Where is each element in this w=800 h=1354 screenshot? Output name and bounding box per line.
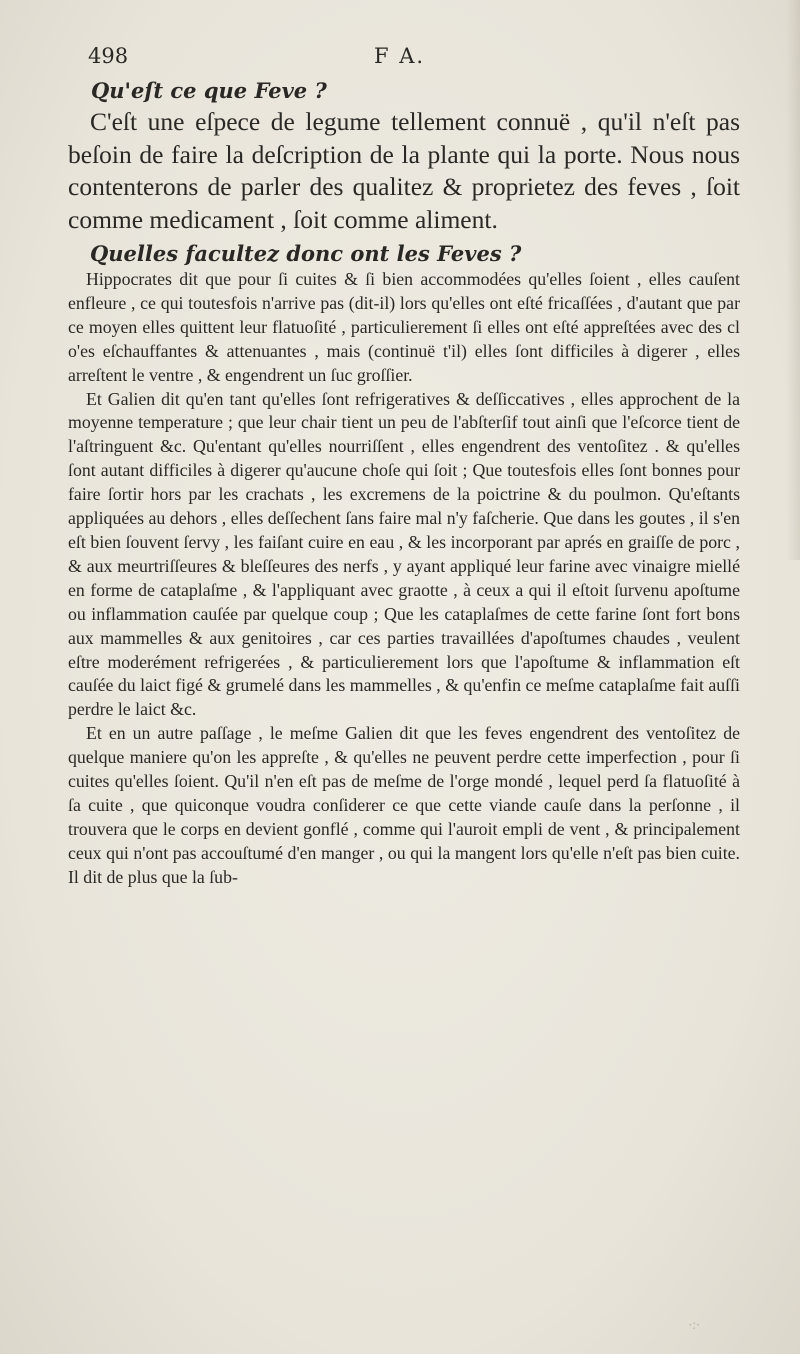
paragraph-galien-autre-passage: Et en un autre paſſage , le meſme Galien dit que les feves engendrent des ventoſitez de quelque maniere qu'on les appreſte , & qu'elles ne peuvent perdre cette imperfection , pour ſi cuites qu'elles ſoient. Qu'il n'en eſt pas de meſme de l'orge mondé , lequel perd ſa flatuoſité à ſa cuite , que quiconque voudra conſiderer ce que cette viande cauſe dans la perſonne , il trouvera que le corps en devient gonflé , comme qui l'auroit empli de vent , & principalement ceux qui n'ont pas accouſtumé d'en manger , ou qui la mangent lors qu'elle n'eſt pas bien cuite. Il dit de plus que la ſub-: [68, 723, 740, 887]
section-question-feve: Qu'eſt ce que Feve ?: [91, 78, 327, 103]
page-edge-stain: [786, 0, 800, 560]
page-number: 498: [88, 44, 129, 68]
page-header: [88, 44, 728, 74]
section-question-facultez: Quelles facultez donc ont les Feves ?: [90, 241, 522, 266]
paragraph-hippocrates: Hippocrates dit que pour ſi cuites & ſi bien accommodées qu'elles ſoient , elles cauſent enfleure , ce qui toutesfois n'arrive pas (dit-il) lors qu'elles ont eſté fricaſſées , d'autant que par ce moyen elles quittent leur flatuoſité , particulierement ſi elles ont eſté appreſtées avec des cl o'es eſchauffantes & attenuantes , mais (continuë t'il) elles ſont difficiles à digerer , elles arreſtent le ventre , & engendrent un ſuc groſſier.: [68, 269, 740, 385]
running-head: F A.: [374, 44, 426, 68]
paragraph-galien: Et Galien dit qu'en tant qu'elles ſont refrigeratives & deſſiccatives , elles approchent de la moyenne temperature ; que leur chair tient un peu de l'abſterſif tout ainſi que l'eſcorce tient de l'aſtringuent &c. Qu'entant qu'elles nourriſſent , elles engendrent des ventoſitez . & qu'elles ſont autant difficiles à digerer qu'aucune choſe qui ſoit ; Que toutesfois elles ſont bonnes pour faire ſortir hors par les crachats , les excremens de la poictrine & du poulmon. Qu'eſtants appliquées au dehors , elles deſſechent ſans faire mal n'y faſcherie. Que dans les goutes , il s'en eſt bien ſouvent ſervy , les faiſant cuire en eau , & les incorporant par aprés en graiſſe de porc , & aux meurtriſſeures & bleſſeures des nerfs , y ayant appliqué leur farine avec vinaigre miellé en forme de cataplaſme , & l'appliquant avec graotte , à ceux a qui il eſtoit ſurvenu apoſtume ou inflammation cauſée par quelque coup ; Que les cataplaſmes de cette farine ſont fort bons aux mammelles & aux genitoires , car ces parties travaillées d'apoſtumes chaudes , veulent eſtre moderément refrigerées , & particulierement lors que l'apoſtume & inflammation eſt cauſée du laict figé & grumelé dans les mammelles , & qu'enfin ce meſme cataplaſme fait auſſi perdre le laict &c.: [68, 388, 740, 720]
paragraph-feve-description: C'eſt une eſpece de legume tellement connuë , qu'il n'eſt pas beſoin de faire la deſcription de la plante qui la porte. Nous nous contenterons de parler des qualitez & proprietez des feves , ſoit comme medicament , ſoit comme aliment.: [68, 107, 740, 234]
page-body: [68, 78, 740, 890]
ink-mark: ·:·: [688, 1318, 700, 1332]
